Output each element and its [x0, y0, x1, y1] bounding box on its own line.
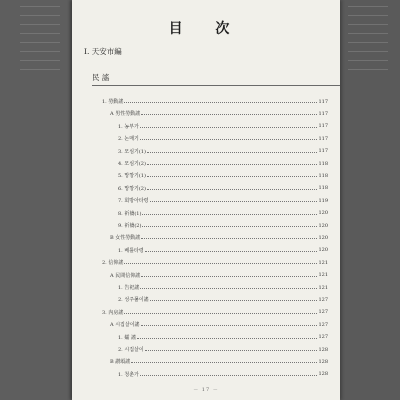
toc-entry: [110, 271, 328, 280]
toc-entry: [118, 283, 328, 292]
toc-entry-page: 117: [318, 123, 328, 130]
bleed-through-text: [20, 6, 60, 76]
dot-leader: [141, 276, 317, 277]
dot-leader: [150, 300, 318, 301]
toc-entry: [110, 320, 328, 329]
toc-entry-page: 120: [318, 247, 328, 254]
toc-entry-page: 120: [318, 222, 328, 229]
dot-leader: [140, 288, 317, 289]
toc-entry-label: 3. 모심기(1): [118, 148, 146, 155]
dot-leader: [145, 251, 318, 252]
toc-entry-page: 128: [318, 358, 328, 365]
toc-entry-page: 121: [318, 272, 328, 279]
toc-entry: [110, 109, 328, 118]
toc-entry: [102, 97, 328, 106]
toc-entry: [110, 233, 328, 242]
toc-entry: [118, 171, 328, 180]
dot-leader: [147, 164, 318, 165]
folk-song-heading: 民 謠: [92, 73, 110, 82]
dot-leader: [145, 350, 318, 351]
toc-entry-page: 118: [318, 172, 328, 179]
toc-entry: [118, 370, 328, 379]
toc-entry: [110, 357, 328, 366]
toc-entry-page: 121: [318, 259, 328, 266]
dot-leader: [137, 338, 318, 339]
toc-entry-label: 2. 논매기: [118, 136, 139, 143]
dot-leader: [131, 362, 317, 363]
toc-entry-label: A 男性勞動謠: [110, 111, 141, 118]
toc-entry-page: 117: [318, 98, 328, 105]
toc-entry-page: 118: [318, 160, 328, 167]
table-of-contents: [72, 0, 340, 400]
toc-entry-label: 1. 勞動謠: [102, 99, 124, 105]
dot-leader: [124, 102, 317, 103]
toc-entry-label: 1. 청춘가: [118, 371, 139, 378]
toc-entry-page: 127: [318, 321, 328, 328]
page-title: 目 次: [168, 21, 244, 37]
toc-entry-page: 128: [318, 346, 328, 353]
dot-leader: [141, 325, 318, 326]
toc-entry: [118, 147, 328, 156]
toc-entry-label: A 시집살이謠: [110, 322, 140, 329]
toc-entry-label: 2. 성주풀이謠: [118, 297, 149, 304]
toc-entry: [118, 209, 328, 218]
toc-entry: [118, 134, 328, 143]
toc-entry: [118, 333, 328, 342]
dot-leader: [147, 176, 318, 177]
toc-entry-page: 117: [318, 135, 328, 142]
document-page: [72, 0, 340, 400]
dot-leader: [141, 114, 317, 115]
toc-entry-page: 117: [318, 148, 328, 155]
section-heading: Ⅰ. 天安市編: [84, 47, 122, 56]
toc-entry: [118, 122, 328, 131]
toc-entry-page: 128: [318, 371, 328, 378]
dot-leader: [142, 214, 317, 215]
toc-entry-label: A 民間信仰謠: [110, 272, 141, 279]
toc-entry-label: 3. 內房謠: [102, 309, 124, 316]
toc-entry-label: 8. 祈禱(1): [118, 210, 142, 217]
toc-entry: [118, 295, 328, 304]
toc-entry-label: 7. 회방아타령: [118, 198, 149, 205]
toc-entry-page: 127: [318, 309, 328, 316]
toc-entry-label: 6. 망깡기(2): [118, 185, 146, 192]
dot-leader: [150, 201, 318, 202]
toc-entry-label: 9. 祈禱(2): [118, 223, 142, 229]
dot-leader: [147, 189, 318, 190]
toc-entry: [102, 258, 328, 267]
dot-leader: [140, 127, 318, 128]
dot-leader: [142, 226, 317, 227]
toc-entry-label: 2. 信仰謠: [102, 260, 124, 267]
right-background: [340, 0, 400, 400]
toc-entry-label: 4. 모심기(2): [118, 161, 146, 167]
toc-entry-page: 119: [318, 197, 328, 204]
dot-leader: [140, 139, 318, 140]
toc-entry-page: 121: [318, 284, 328, 291]
toc-entry-label: B 女性勞動謠: [110, 235, 141, 242]
page-number: － 17 －: [193, 387, 219, 393]
toc-entry-page: 127: [318, 334, 328, 341]
toc-entry-page: 117: [318, 110, 328, 117]
toc-entry-page: 118: [318, 185, 328, 192]
toc-entry: [118, 196, 328, 205]
toc-entry-page: 120: [318, 234, 328, 241]
toc-entry: [118, 345, 328, 354]
dot-leader: [147, 152, 318, 153]
dot-leader: [141, 238, 317, 239]
toc-entry-page: 120: [318, 210, 328, 217]
toc-entry-label: 1. 孀 謠: [118, 334, 136, 341]
dot-leader: [140, 375, 318, 376]
toc-entry: [118, 184, 328, 193]
bleed-through-text: [348, 6, 388, 76]
toc-entry: [118, 221, 328, 230]
toc-entry: [118, 246, 328, 255]
left-background: [0, 0, 72, 400]
toc-entry-label: 5. 망깡기(1): [118, 173, 146, 180]
toc-entry-label: 1. 베틀타령: [118, 247, 144, 254]
toc-entry-label: 1. 농부가: [118, 123, 139, 130]
dot-leader: [124, 313, 317, 314]
toc-entry-label: 2. 시집살이: [118, 347, 144, 353]
toc-entry-page: 127: [318, 296, 328, 303]
dot-leader: [124, 263, 317, 264]
toc-entry: [102, 308, 328, 317]
toc-entry: [118, 159, 328, 168]
toc-entry-label: 1. 告祀謠: [118, 285, 140, 291]
toc-entry-label: B 讃頌謠: [110, 359, 131, 366]
